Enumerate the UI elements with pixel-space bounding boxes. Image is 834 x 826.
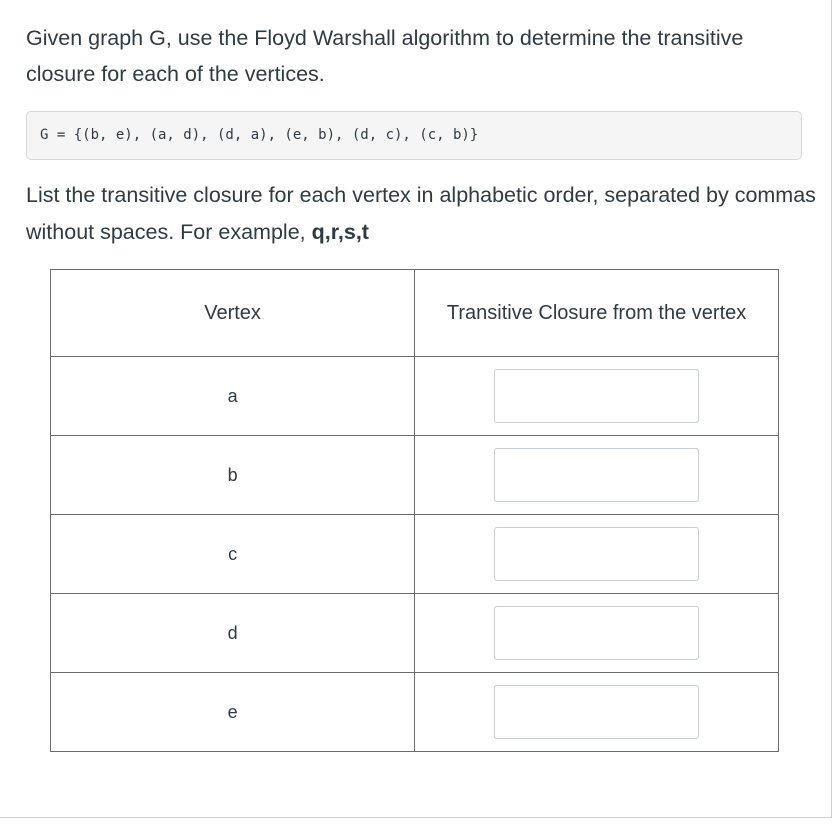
closure-cell — [415, 357, 779, 436]
closure-cell — [415, 436, 779, 515]
table-header-row — [51, 270, 779, 357]
instructions-text: List the transitive closure for each vertex in alphabetic order, separated by commas without spaces. For example, — [26, 183, 816, 244]
table-row — [51, 673, 779, 752]
table-row — [51, 436, 779, 515]
vertex-label: c — [51, 515, 415, 594]
transitive-closure-table — [50, 269, 779, 752]
vertex-label: a — [51, 357, 415, 436]
vertex-label: d — [51, 594, 415, 673]
table-row — [51, 594, 779, 673]
vertex-column-header: Vertex — [51, 270, 415, 357]
closure-input-d[interactable] — [494, 606, 699, 660]
vertex-label: e — [51, 673, 415, 752]
question-prompt: Given graph G, use the Floyd Warshall algorithm to determine the transitive closure for each of the vertices. — [26, 26, 744, 86]
closure-cell — [415, 515, 779, 594]
closure-input-c[interactable] — [494, 527, 699, 581]
closure-column-header: Transitive Closure from the vertex — [415, 270, 779, 357]
closure-cell — [415, 673, 779, 752]
closure-input-a[interactable] — [494, 369, 699, 423]
answer-instructions — [26, 177, 816, 251]
closure-cell — [415, 594, 779, 673]
vertex-label: b — [51, 436, 415, 515]
table-row — [51, 515, 779, 594]
closure-input-e[interactable] — [494, 685, 699, 739]
table-row — [51, 357, 779, 436]
example-answer: q,r,s,t — [311, 220, 369, 244]
closure-input-b[interactable] — [494, 448, 699, 502]
graph-code-block: G = {(b, e), (a, d), (d, a), (e, b), (d, c), (c, b)} — [26, 111, 802, 160]
